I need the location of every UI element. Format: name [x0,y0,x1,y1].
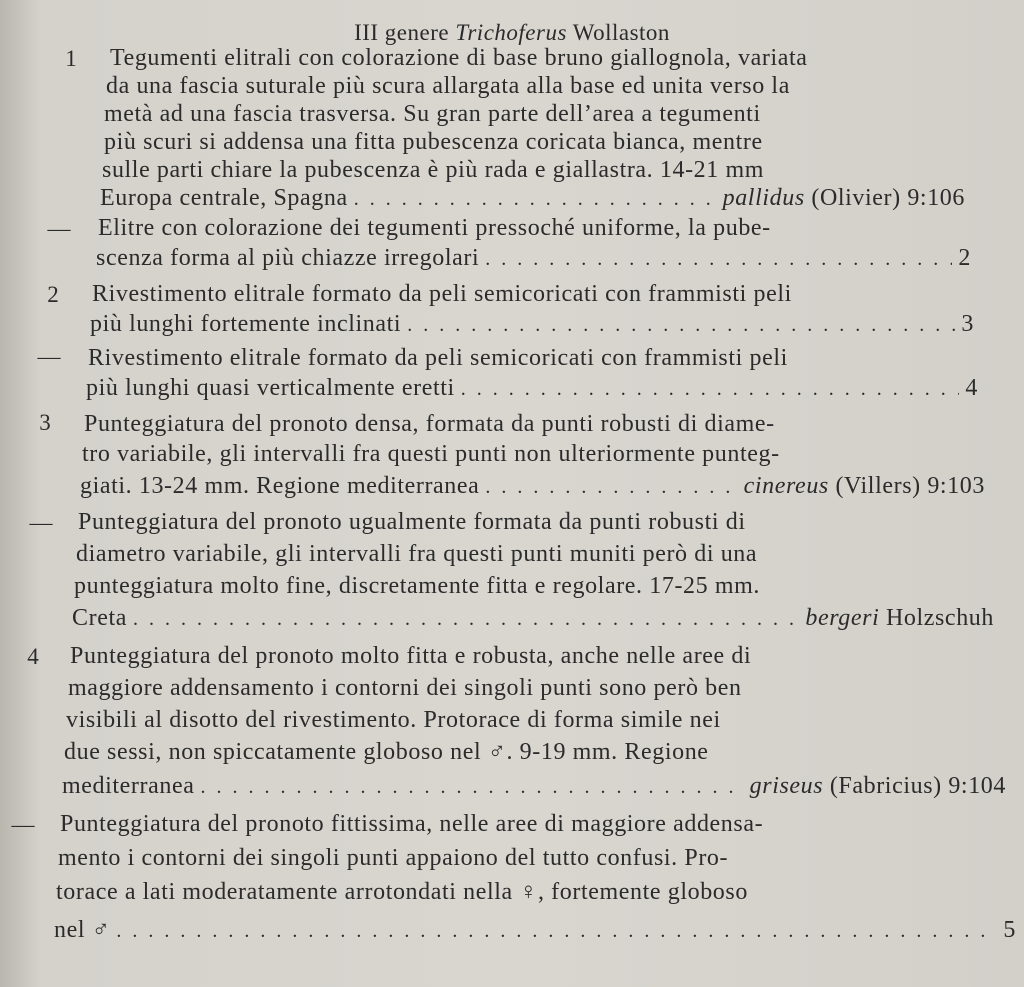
entry-line: sulle parti chiare la pubescenza è più rada e giallastra. 14-21 mm [102,157,765,183]
couplet-number: 3 [961,311,974,337]
entry-line: mento i contorni dei singoli punti appaiono del tutto confusi. Pro- [58,845,729,871]
entry-marker: — [47,216,71,241]
leader-dots [461,377,960,401]
lead-text: Creta [72,605,127,631]
entry-lead-line [54,918,1016,943]
species-author: Holzschuh [879,605,994,631]
entry-marker: 3 [39,410,51,435]
entry-marker: — [11,812,35,837]
lead-end [958,246,971,270]
species-author: (Fabricius) 9:104 [823,773,1006,799]
couplet-number: 5 [1003,917,1016,943]
lead-text: più lunghi quasi verticalmente eretti [86,375,455,401]
leader-dots [407,313,955,337]
species-author: (Olivier) 9:106 [804,185,965,211]
species-name: cinereus [743,473,829,499]
entry-lead-line [100,186,965,211]
lead-text: giati. 13-24 mm. Regione mediterranea [80,473,480,499]
lead-text: mediterranea [62,773,195,799]
lead-end [723,186,965,210]
entry-lead-line [96,246,971,271]
entry-line: diametro variabile, gli intervalli fra questi punti muniti però di una [76,541,758,567]
lead-end [1003,918,1016,942]
heading-author: Wollaston [566,20,670,45]
lead-end [965,376,978,400]
species-name: pallidus [722,185,805,211]
entry-line: visibili al disotto del rivestimento. Protorace di forma simile nei [66,707,721,733]
lead-text: nel ♂ [54,917,111,943]
entry-lead-line [90,312,974,337]
lead-end [805,606,994,630]
entry-line: Elitre con colorazione dei tegumenti pressoché uniforme, la pube- [98,215,771,241]
lead-text: più lunghi fortemente inclinati [90,311,402,337]
species-name: bergeri [805,605,880,631]
genus-heading [0,20,1024,46]
species-author: (Villers) 9:103 [828,473,985,499]
entry-line: metà ad una fascia trasversa. Su gran parte dell’area a tegumenti [104,101,761,127]
entry-line: Tegumenti elitrali con colorazione di base bruno giallognola, variata [110,45,808,71]
entry-lead-line [72,606,994,631]
entry-line: torace a lati moderatamente arrotondati nella ♀, fortemente globoso [56,879,748,905]
entry-lead-line [86,376,978,401]
entry-line: due sessi, non spiccatamente globoso nel ♂. 9-19 mm. Regione [64,739,709,765]
entry-lead-line [80,474,985,499]
leader-dots [485,475,737,499]
leader-dots [485,247,952,271]
entry-line: Punteggiatura del pronoto molto fitta e robusta, anche nelle aree di [70,643,752,669]
entry-marker: 2 [47,282,59,307]
entry-line: Punteggiatura del pronoto ugualmente formata da punti robusti di [78,509,746,535]
entry-line: più scuri si addensa una fitta pubescenza coricata bianca, mentre [104,129,763,155]
lead-end [750,774,1006,798]
entry-line: maggiore addensamento i contorni dei singoli punti sono però ben [68,675,742,701]
leader-dots [116,919,997,943]
couplet-number: 4 [965,375,978,401]
entry-marker: 1 [65,46,77,71]
couplet-number: 2 [958,245,971,271]
lead-text: scenza forma al più chiazze irregolari [96,245,480,271]
entry-line: Punteggiatura del pronoto densa, formata da punti robusti di diame- [84,411,775,437]
entry-line: da una fascia suturale più scura allargata alla base ed unita verso la [106,73,790,99]
entry-marker: — [37,344,61,369]
lead-text: Europa centrale, Spagna [100,185,348,211]
entry-line: Punteggiatura del pronoto fittissima, nelle aree di maggiore addensa- [60,811,764,837]
entry-line: tro variabile, gli intervalli fra questi punti non ulteriormente punteg- [82,441,780,467]
entry-line: punteggiatura molto fine, discretamente fitta e regolare. 17-25 mm. [74,573,760,599]
species-name: griseus [749,773,824,799]
entry-line: Rivestimento elitrale formato da peli semicoricati con frammisti peli [92,281,792,307]
leader-dots [133,607,799,631]
leader-dots [200,775,743,799]
lead-end [961,312,974,336]
entry-lead-line [62,774,1006,799]
entry-line: Rivestimento elitrale formato da peli semicoricati con frammisti peli [88,345,788,371]
leader-dots [354,187,717,211]
entry-marker: — [29,510,53,535]
heading-genus: Trichoferus [455,20,567,45]
entry-marker: 4 [27,644,39,669]
lead-end [744,474,985,498]
heading-prefix: III genere [354,20,456,45]
